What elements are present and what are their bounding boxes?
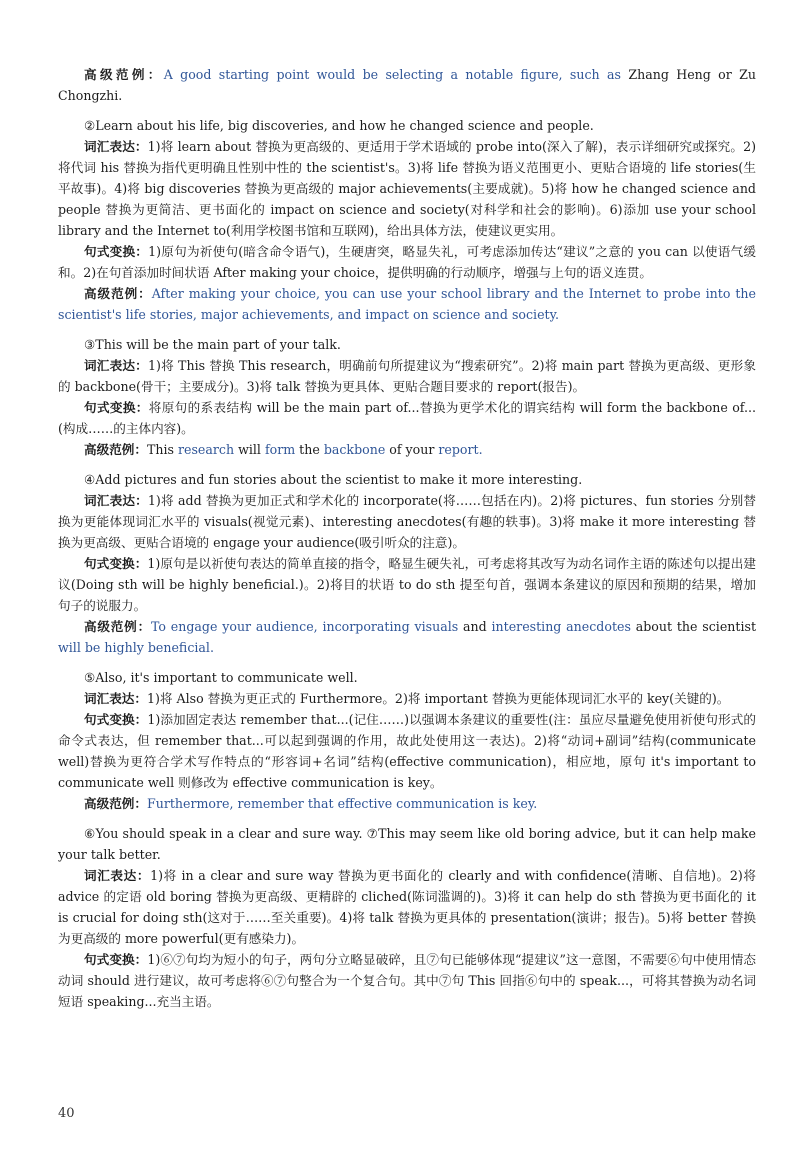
vocab-paragraph-3 — [58, 355, 756, 397]
vocab-label: 词汇表达： — [84, 493, 148, 508]
sentence-text: 1)⑥⑦句均为短小的句子，两句分立略显破碎，且⑦句已能够体现“提建议”这一意图，不需要⑥句中使用情态动词 should 进行建议，故可考虑将⑥⑦句整合为一个复合句。其中⑦句 This 回指⑥句中的 speak...，可将其替换为动名词短语 speaking...充当主语。 — [58, 952, 756, 1009]
example-text-blue: Furthermore, remember that effective communication is key. — [146, 796, 538, 811]
vocab-paragraph-6 — [58, 865, 756, 949]
vocab-text: 1)将 This 替换 This research，明确前句所提建议为“搜索研究”。2)将 main part 替换为更高级、更形象的 backbone(骨干；主要成分)。3)将 talk 替换为更具体、更贴合题目要求的 report(报告)。 — [58, 358, 757, 394]
vocab-text: 1)将 learn about 替换为更高级的、更适用于学术语域的 probe into(深入了解)，表示详细研究或探究。2)将代词 his 替换为指代更明确且性别中性的 the scientist's。3)将 life 替换为语义范围更小、更贴合语境的 life stories(生平故事)。4)将 big discoveries 替换为更高级的 major achievements(主要成就)。5)将 how he changed science and people 替换为更简洁、更书面化的 impact on science and society(对科学和社会的影响)。6)添加 use your school library and the Internet to(利用学校图书馆和互联网)，给出具体方法，使建议更实用。 — [58, 139, 757, 238]
sentence-label: 句式变换： — [84, 400, 149, 415]
example-part-blue: form — [264, 442, 296, 457]
example-part-blue: interesting anecdotes — [491, 619, 631, 634]
example-part-blue: research — [177, 442, 235, 457]
vocab-text: 1)将 add 替换为更加正式和学术化的 incorporate(将……包括在内)。2)将 pictures、fun stories 分别替换为更能体现词汇水平的 visuals(视觉元素)、interesting anecdotes(有趣的轶事)。3)将 make it more interesting 替换为更高级、更贴合语境的 engage your audience(吸引听众的注意)。 — [58, 493, 757, 550]
sentence-paragraph-6 — [58, 949, 756, 1012]
example-part: about the scientist — [630, 619, 757, 634]
vocab-label: 词汇表达： — [84, 691, 147, 706]
example-paragraph-1 — [58, 64, 756, 106]
example-text-blue: After making your choice, you can use your school library and the Internet to probe into the scientist's life stories, major achievements, and impact on science and society. — [58, 286, 756, 322]
example-paragraph-4 — [58, 616, 756, 658]
sentence-text: 1)原句是以祈使句表达的简单直接的指令，略显生硬失礼，可考虑将其改写为动名词作主语的陈述句以提出建议(Doing sth will be highly beneficial.)。2)将目的状语 to do sth 提至句首，强调本条建议的原因和预期的结果，增加句子的说服力。 — [58, 556, 756, 613]
vocab-label: 词汇表达： — [84, 868, 151, 883]
example-text: Zhang Heng or Zu Chongzhi. — [58, 67, 757, 103]
original-sentence-2: ②Learn about his life, big discoveries, and how he changed science and people. — [84, 118, 594, 133]
vocab-label: 词汇表达： — [84, 358, 148, 373]
example-part: of your — [385, 442, 439, 457]
example-part: and — [458, 619, 492, 634]
original-sentence-6: ⑥You should speak in a clear and sure way. ⑦This may seem like old boring advice, but it can help make your talk better. — [58, 826, 756, 862]
example-part-blue: backbone — [323, 442, 386, 457]
example-part-blue: . — [209, 640, 214, 655]
vocab-paragraph-4 — [58, 490, 756, 553]
example-part-blue: To engage your audience, incorporating visuals — [150, 619, 459, 634]
sentence-label: 句式变换： — [84, 712, 148, 727]
sentence-label: 句式变换： — [84, 556, 148, 571]
example-label: 高级范例： — [84, 67, 164, 82]
sentence-label: 句式变换： — [84, 952, 148, 967]
sentence-text: 将原句的系表结构 will be the main part of...替换为更学术化的谓宾结构 will form the backbone of...(构成……的主体内容)。 — [58, 400, 757, 436]
sentence-text: 1)添加固定表达 remember that...(记住……)以强调本条建议的重要性(注：虽应尽量避免使用祈使句形式的命令式表达，但 remember that...可以起到强调的作用，故此处使用这一表达)。2)将“动词+副词”结构(communicate well)替换为更符合学术写作特点的“形容词+名词”结构(effective communication)，相应地，原句 it's important to communicate well 则修改为 effective communication is key。 — [58, 712, 756, 790]
sentence-label: 句式变换： — [84, 244, 149, 259]
example-label: 高级范例： — [84, 442, 147, 457]
example-part-blue: will be highly beneficial — [58, 640, 210, 655]
original-sentence-3: ③This will be the main part of your talk. — [84, 337, 341, 352]
vocab-text: 1)将 in a clear and sure way 替换为更书面化的 clearly and with confidence(清晰、自信地)。2)将 advice 的定语 old boring 替换为更高级、更精辟的 cliched(陈词滥调的)。3)将 it can help do sth 替换为更书面化的 it is crucial for doing sth(这对于……至关重要)。4)将 talk 替换为更具体的 presentation(演讲；报告)。5)将 better 替换为更高级的 more powerful(更有感染力)。 — [58, 868, 756, 946]
vocab-paragraph-2 — [58, 136, 756, 241]
vocab-text: 1)将 Also 替换为更正式的 Furthermore。2)将 important 替换为更能体现词汇水平的 key(关键的)。 — [146, 691, 730, 706]
original-sentence-5: ⑤Also, it's important to communicate well. — [84, 670, 358, 685]
example-part: will — [234, 442, 265, 457]
example-part-blue: report. — [438, 442, 483, 457]
example-paragraph-3 — [58, 439, 756, 460]
page-number: 40 — [58, 1106, 75, 1121]
sentence-paragraph-4 — [58, 553, 756, 616]
sentence-paragraph-2 — [58, 241, 756, 283]
example-label: 高级范例： — [84, 619, 151, 634]
example-label: 高级范例： — [84, 286, 152, 301]
original-sentence-4: ④Add pictures and fun stories about the scientist to make it more interesting. — [84, 472, 583, 487]
example-part: the — [295, 442, 324, 457]
sentence-text: 1)原句为祈使句(暗含命令语气)，生硬唐突，略显失礼，可考虑添加传达“建议”之意的 you can 以使语气缓和。2)在句首添加时间状语 After making your choice，提供明确的行动顺序，增强与上句的语义连贯。 — [58, 244, 756, 280]
example-label: 高级范例： — [84, 796, 147, 811]
sentence-paragraph-3 — [58, 397, 756, 439]
vocab-label: 词汇表达： — [84, 139, 148, 154]
sentence-paragraph-5 — [58, 709, 756, 793]
example-text-blue: A good starting point would be selecting a notable figure, such as — [163, 67, 621, 82]
example-part: This — [146, 442, 178, 457]
example-paragraph-2 — [58, 283, 756, 325]
vocab-paragraph-5 — [58, 688, 756, 709]
example-paragraph-5 — [58, 793, 756, 814]
